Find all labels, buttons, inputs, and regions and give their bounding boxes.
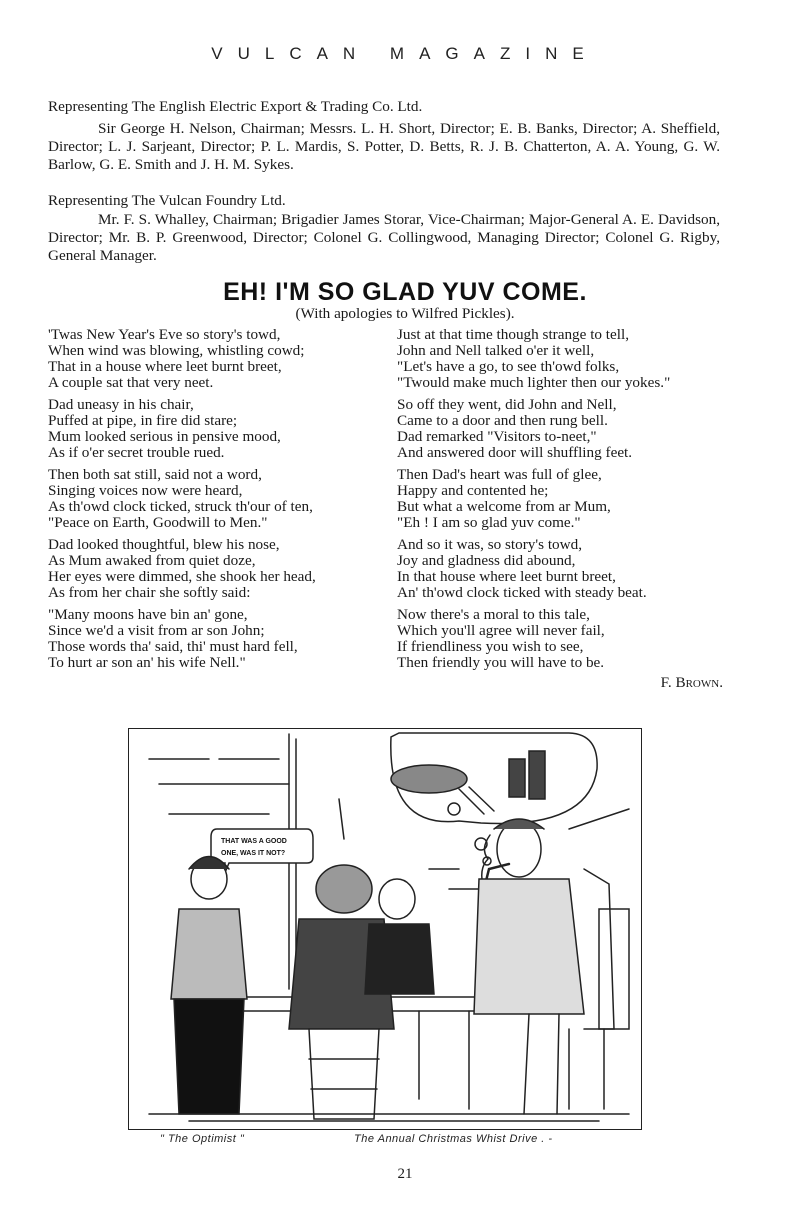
poem-line: "Eh ! I am so glad yuv come." — [397, 514, 581, 531]
speech-bubble-line-1: THAT WAS A GOOD — [221, 838, 287, 845]
poem-line: Mum looked serious in pensive mood, — [48, 428, 281, 445]
page-number: 21 — [397, 1166, 413, 1182]
poem-column-right — [397, 327, 723, 691]
stanza — [397, 537, 723, 601]
poem-line: And so it was, so story's towd, — [397, 536, 582, 553]
stanza — [397, 327, 723, 391]
poem-line: So off they went, did John and Nell, — [397, 396, 617, 413]
poem-line: "Many moons have bin an' gone, — [48, 606, 248, 623]
stanza — [48, 397, 378, 461]
speech-bubble-line-2: ONE, WAS IT NOT? — [221, 850, 286, 857]
rep-heading-2: Representing The Vulcan Foundry Ltd. — [48, 192, 286, 209]
poem-line: And answered door will shuffling feet. — [397, 444, 633, 461]
poem-column-left — [48, 327, 378, 677]
poem-line: Joy and gladness did abound, — [397, 552, 576, 569]
poem-line: Then both sat still, said not a word, — [48, 466, 262, 483]
poem-author: F. Brown. — [660, 674, 723, 691]
poem-line: As Mum awaked from quiet doze, — [48, 552, 256, 569]
stanza — [48, 327, 378, 391]
poem-line: "Let's have a go, to see th'owd folks, — [397, 358, 620, 375]
poem-line: Since we'd a visit from ar son John; — [48, 622, 265, 639]
poem-line: Then friendly you will have to be. — [397, 654, 605, 671]
poem-line: Puffed at pipe, in fire did stare; — [48, 412, 238, 429]
poem-line: Those words tha' said, thi' must hard fell, — [48, 638, 298, 655]
poem-line: Which you'll agree will never fail, — [397, 622, 605, 639]
poem-line: 'Twas New Year's Eve so story's towd, — [48, 326, 281, 343]
rep-heading-1: Representing The English Electric Export & Trading Co. Ltd. — [48, 98, 423, 115]
stanza — [397, 607, 723, 671]
rep-body-2: Mr. F. S. Whalley, Chairman; Brigadier James Storar, Vice-Chairman; Major-General A. E. Davidson, Director; Mr. B. P. Greenwood, Director; Colonel G. Collingwood, Managing Director; Colonel G. Rigby, General Manager. — [48, 211, 720, 264]
stanza — [397, 397, 723, 461]
poem-line: If friendliness you wish to see, — [397, 638, 584, 655]
poem-line: When wind was blowing, whistling cowd; — [48, 342, 305, 359]
cartoon-drawing — [129, 729, 641, 1129]
magazine-header: VULCAN MAGAZINE — [211, 44, 599, 63]
poem-line: Happy and contented he; — [397, 482, 549, 499]
poem-line: An' th'owd clock ticked with steady beat. — [397, 584, 647, 601]
poem-line: In that house where leet burnt breet, — [397, 568, 616, 585]
stanza — [48, 467, 378, 531]
poem-line: Dad remarked "Visitors to-neet," — [397, 428, 597, 445]
poem-subtitle: (With apologies to Wilfred Pickles). — [295, 305, 515, 322]
poem-line: Now there's a moral to this tale, — [397, 606, 590, 623]
poem-line: As th'owd clock ticked, struck th'our of ten, — [48, 498, 313, 515]
caption-left: " The Optimist " — [160, 1133, 245, 1145]
poem-line: Came to a door and then rung bell. — [397, 412, 608, 429]
poem-title: EH! I'M SO GLAD YUV COME. — [223, 278, 587, 306]
poem-line: Just at that time though strange to tell, — [397, 326, 629, 343]
stanza — [48, 537, 378, 601]
caption-right: The Annual Christmas Whist Drive . - — [354, 1133, 553, 1145]
poem-line: "Peace on Earth, Goodwill to Men." — [48, 514, 268, 531]
poem-line: As if o'er secret trouble rued. — [48, 444, 225, 461]
poem-line: To hurt ar son an' his wife Nell." — [48, 654, 246, 671]
poem-line: Then Dad's heart was full of glee, — [397, 466, 602, 483]
poem-line: John and Nell talked o'er it well, — [397, 342, 595, 359]
stanza — [397, 467, 723, 531]
poem-line: Singing voices now were heard, — [48, 482, 243, 499]
rep-body-1: Sir George H. Nelson, Chairman; Messrs. L. H. Short, Director; E. B. Banks, Director; A. Sheffield, Director; L. J. Sarjeant, Director; P. L. Mardis, S. Potter, D. Betts, R. J. B. Chatterton, A. A. Young, G. W. Barlow, G. E. Smith and J. H. M. Sykes. — [48, 120, 720, 173]
poem-line: That in a house where leet burnt breet, — [48, 358, 282, 375]
poem-line: A couple sat that very neet. — [48, 374, 214, 391]
poem-line: Dad uneasy in his chair, — [48, 396, 194, 413]
poem-line: But what a welcome from ar Mum, — [397, 498, 611, 515]
cartoon-illustration — [128, 728, 642, 1130]
poem-line: Dad looked thoughtful, blew his nose, — [48, 536, 280, 553]
poem-line: As from her chair she softly said: — [48, 584, 251, 601]
poem-line: "Twould make much lighter then our yokes." — [397, 374, 671, 391]
poem-line: Her eyes were dimmed, she shook her head, — [48, 568, 316, 585]
stanza — [48, 607, 378, 671]
